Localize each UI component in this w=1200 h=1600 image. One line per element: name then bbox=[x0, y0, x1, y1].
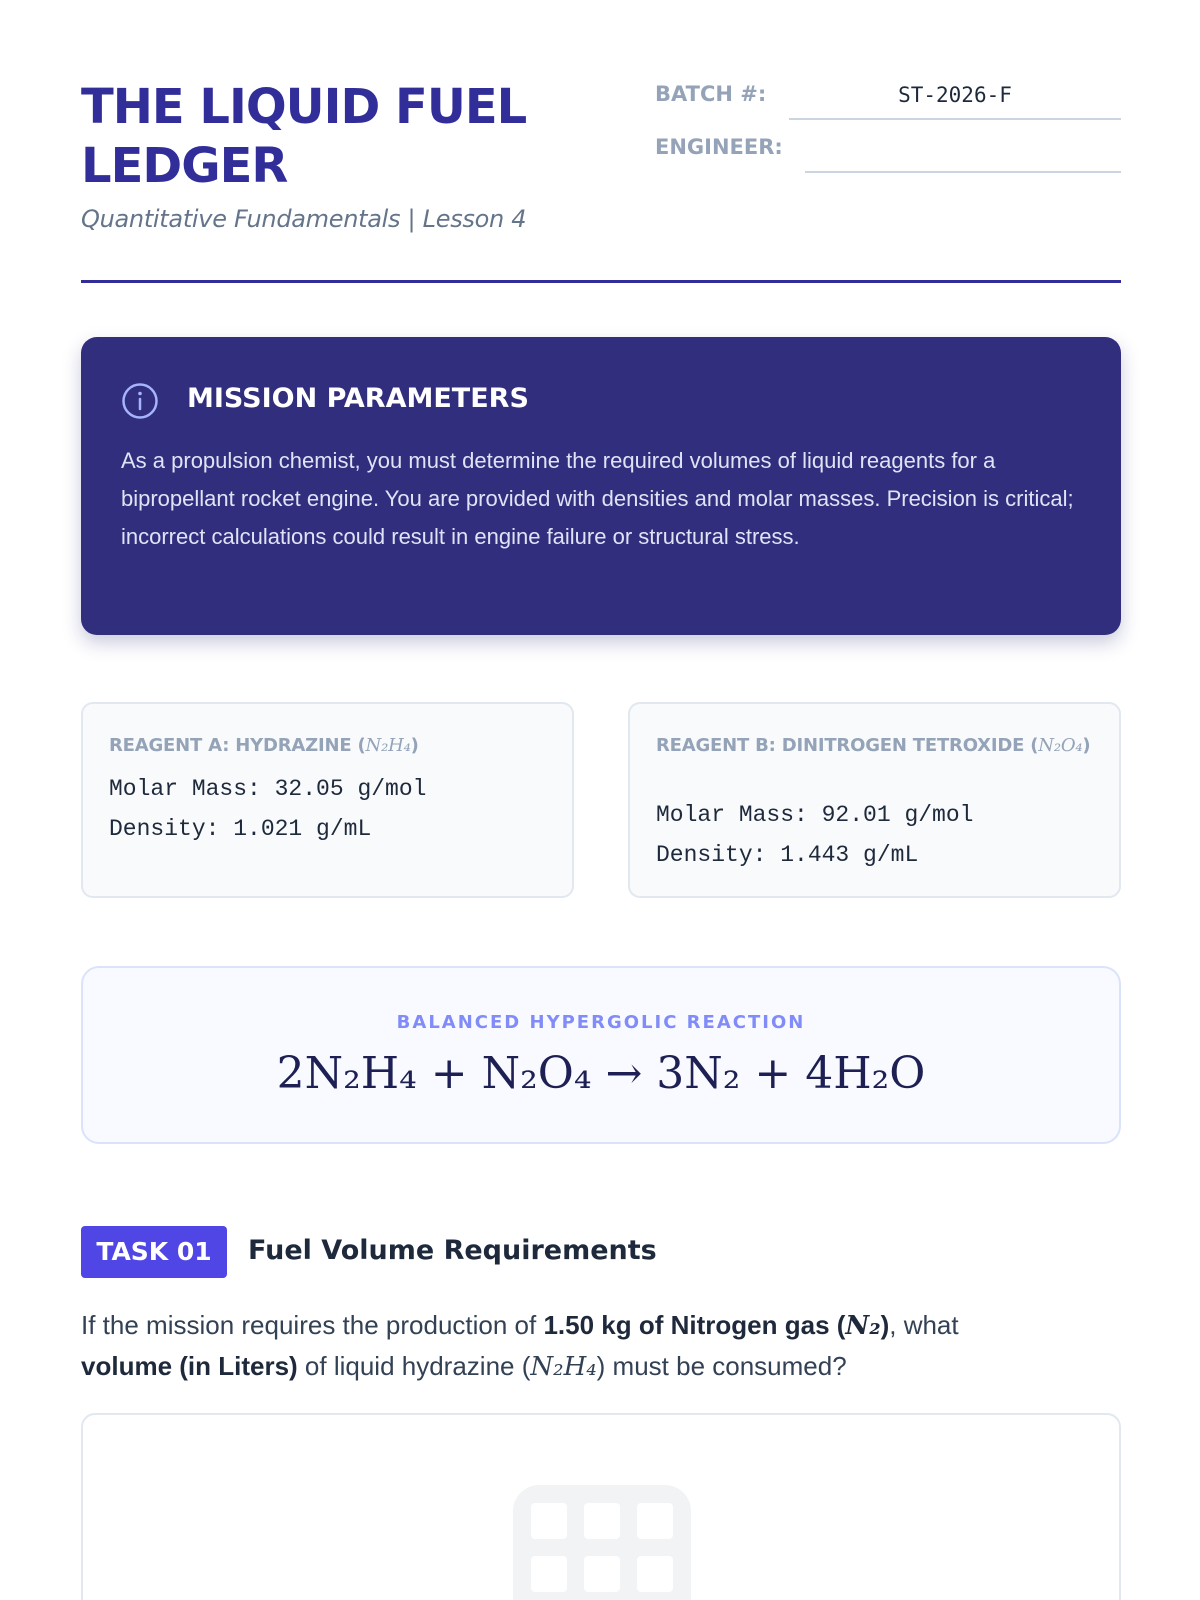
reagent-b-card bbox=[628, 702, 1121, 898]
task-question: If the mission requires the production of 1.50 kg of Nitrogen gas (N₂), what volume (in Liters) of liquid hydrazine (N₂H₄) must be consumed? bbox=[81, 1310, 959, 1382]
engineer-label: ENGINEER: bbox=[655, 135, 783, 159]
reagent-b-density: Density: 1.443 g/mL bbox=[656, 842, 919, 868]
reagent-a-card bbox=[81, 702, 574, 898]
balanced-reaction-box bbox=[81, 966, 1121, 1144]
reaction-label: BALANCED HYPERGOLIC REACTION bbox=[396, 1012, 806, 1033]
mission-parameters-card bbox=[81, 337, 1121, 635]
mission-description: As a propulsion chemist, you must determine the required volumes of liquid reagents for a bipropellant rocket engine. You are provided with densities and molar masses. Precision is critical; incorrect calculations could result in engine failure or structural stress. bbox=[121, 448, 1074, 549]
reagent-a-density: Density: 1.021 g/mL bbox=[109, 816, 372, 842]
header-divider bbox=[81, 280, 1121, 283]
mission-title: MISSION PARAMETERS bbox=[187, 383, 529, 414]
reaction-equation: 2N₂H₄ + N₂O₄ → 3N₂ + 4H₂O bbox=[276, 1048, 926, 1099]
batch-label: BATCH #: bbox=[655, 82, 767, 106]
answer-work-area[interactable] bbox=[81, 1413, 1121, 1600]
info-icon bbox=[121, 382, 159, 420]
reagent-b-formula: N₂O₄ bbox=[1038, 735, 1083, 756]
page-title: THE LIQUID FUEL LEDGER bbox=[81, 79, 527, 194]
batch-value: ST-2026-F bbox=[898, 83, 1012, 107]
engineer-field-line[interactable] bbox=[805, 171, 1121, 173]
reagent-b-title: REAGENT B: DINITROGEN TETROXIDE (N₂O₄) bbox=[656, 735, 1091, 756]
grid-icon bbox=[513, 1485, 691, 1600]
task-title: Fuel Volume Requirements bbox=[248, 1235, 657, 1266]
task-badge: TASK 01 bbox=[81, 1226, 227, 1278]
batch-field-line[interactable] bbox=[789, 118, 1121, 120]
reagent-a-formula: N₂H₄ bbox=[365, 735, 411, 756]
page-subtitle: Quantitative Fundamentals | Lesson 4 bbox=[81, 205, 527, 233]
reagent-a-molar-mass: Molar Mass: 32.05 g/mol bbox=[109, 776, 427, 802]
reagent-a-title: REAGENT A: HYDRAZINE (N₂H₄) bbox=[109, 735, 419, 756]
reagent-b-molar-mass: Molar Mass: 92.01 g/mol bbox=[656, 802, 974, 828]
worksheet-header bbox=[81, 78, 1121, 284]
